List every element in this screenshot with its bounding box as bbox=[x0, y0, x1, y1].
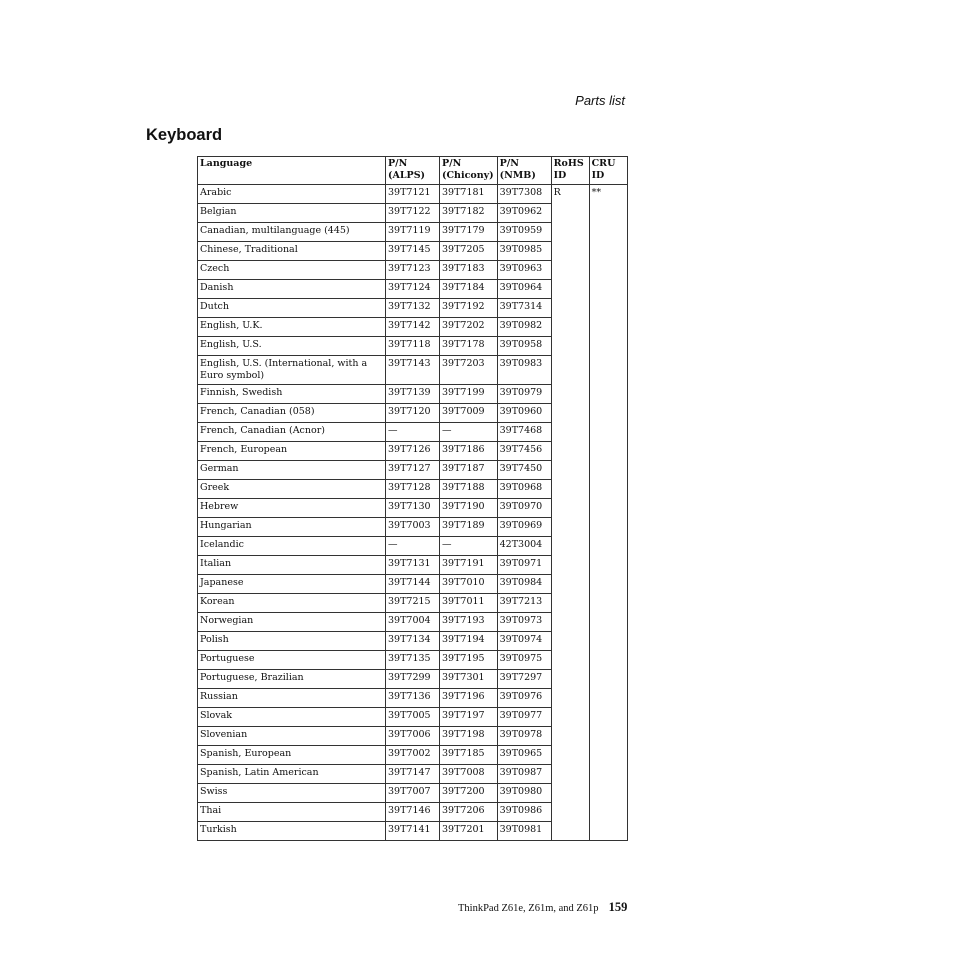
cell-alps: 39T7136 bbox=[386, 689, 440, 708]
cell-nmb: 39T0963 bbox=[497, 261, 551, 280]
cell-language: Belgian bbox=[198, 204, 386, 223]
table-body bbox=[198, 185, 628, 841]
table-header-row bbox=[198, 157, 628, 185]
cell-language: French, Canadian (Acnor) bbox=[198, 423, 386, 442]
cell-language: Korean bbox=[198, 594, 386, 613]
cell-language: Hungarian bbox=[198, 518, 386, 537]
cell-nmb: 39T7213 bbox=[497, 594, 551, 613]
cell-language: Icelandic bbox=[198, 537, 386, 556]
cell-alps: 39T7007 bbox=[386, 784, 440, 803]
header-rohs-id: RoHS ID bbox=[551, 157, 589, 185]
cell-chicony: 39T7193 bbox=[440, 613, 498, 632]
cell-alps: 39T7004 bbox=[386, 613, 440, 632]
cell-chicony: 39T7199 bbox=[440, 385, 498, 404]
cell-alps: 39T7126 bbox=[386, 442, 440, 461]
cell-language: Russian bbox=[198, 689, 386, 708]
cell-nmb: 39T0968 bbox=[497, 480, 551, 499]
cell-language: Polish bbox=[198, 632, 386, 651]
cell-alps: 39T7146 bbox=[386, 803, 440, 822]
cell-nmb: 39T0975 bbox=[497, 651, 551, 670]
cell-nmb: 39T0983 bbox=[497, 356, 551, 385]
cell-alps: 39T7124 bbox=[386, 280, 440, 299]
cell-language: French, Canadian (058) bbox=[198, 404, 386, 423]
cell-chicony: 39T7182 bbox=[440, 204, 498, 223]
cell-chicony: 39T7205 bbox=[440, 242, 498, 261]
cell-nmb: 39T0958 bbox=[497, 337, 551, 356]
cell-chicony: 39T7181 bbox=[440, 185, 498, 204]
cell-nmb: 39T0981 bbox=[497, 822, 551, 841]
cell-alps: — bbox=[386, 423, 440, 442]
table-row bbox=[198, 185, 628, 204]
cell-nmb: 39T7450 bbox=[497, 461, 551, 480]
cell-language: English, U.K. bbox=[198, 318, 386, 337]
running-header: Parts list bbox=[575, 93, 625, 108]
cell-chicony: 39T7011 bbox=[440, 594, 498, 613]
cell-language: Spanish, European bbox=[198, 746, 386, 765]
cell-nmb: 39T0973 bbox=[497, 613, 551, 632]
cell-nmb: 39T0985 bbox=[497, 242, 551, 261]
cell-chicony: 39T7301 bbox=[440, 670, 498, 689]
cell-alps: 39T7123 bbox=[386, 261, 440, 280]
cell-chicony: 39T7198 bbox=[440, 727, 498, 746]
cell-language: Japanese bbox=[198, 575, 386, 594]
cell-nmb: 39T0987 bbox=[497, 765, 551, 784]
cell-nmb: 39T0984 bbox=[497, 575, 551, 594]
cell-alps: 39T7143 bbox=[386, 356, 440, 385]
cell-alps: 39T7121 bbox=[386, 185, 440, 204]
cell-language: Greek bbox=[198, 480, 386, 499]
cell-alps: 39T7127 bbox=[386, 461, 440, 480]
cell-alps: 39T7142 bbox=[386, 318, 440, 337]
cell-alps: 39T7139 bbox=[386, 385, 440, 404]
cell-chicony: 39T7185 bbox=[440, 746, 498, 765]
cell-alps: 39T7006 bbox=[386, 727, 440, 746]
footer-book-title: ThinkPad Z61e, Z61m, and Z61p bbox=[458, 903, 599, 914]
cell-nmb: 39T0960 bbox=[497, 404, 551, 423]
page-footer bbox=[458, 900, 627, 915]
cell-alps: 39T7119 bbox=[386, 223, 440, 242]
cell-alps: 39T7120 bbox=[386, 404, 440, 423]
cell-nmb: 39T0982 bbox=[497, 318, 551, 337]
cell-nmb: 39T0974 bbox=[497, 632, 551, 651]
cell-nmb: 39T0979 bbox=[497, 385, 551, 404]
cell-alps: 39T7299 bbox=[386, 670, 440, 689]
cell-chicony: — bbox=[440, 537, 498, 556]
cell-alps: 39T7132 bbox=[386, 299, 440, 318]
cell-language: Slovenian bbox=[198, 727, 386, 746]
header-language: Language bbox=[198, 157, 386, 185]
cell-alps: 39T7118 bbox=[386, 337, 440, 356]
cell-language: Swiss bbox=[198, 784, 386, 803]
cell-nmb: 39T0986 bbox=[497, 803, 551, 822]
cell-chicony: 39T7197 bbox=[440, 708, 498, 727]
header-pn-chicony: P/N (Chicony) bbox=[440, 157, 498, 185]
cell-chicony: 39T7191 bbox=[440, 556, 498, 575]
cell-nmb: 39T0962 bbox=[497, 204, 551, 223]
cell-chicony: 39T7194 bbox=[440, 632, 498, 651]
cell-language: Portuguese, Brazilian bbox=[198, 670, 386, 689]
cell-language: Danish bbox=[198, 280, 386, 299]
cell-chicony: 39T7195 bbox=[440, 651, 498, 670]
cell-chicony: 39T7190 bbox=[440, 499, 498, 518]
cell-rohs-id: R bbox=[551, 185, 589, 841]
header-pn-alps: P/N (ALPS) bbox=[386, 157, 440, 185]
cell-language: Spanish, Latin American bbox=[198, 765, 386, 784]
cell-language: German bbox=[198, 461, 386, 480]
cell-alps: 39T7131 bbox=[386, 556, 440, 575]
cell-alps: 39T7144 bbox=[386, 575, 440, 594]
cell-nmb: 39T0964 bbox=[497, 280, 551, 299]
cell-language: Norwegian bbox=[198, 613, 386, 632]
cell-nmb: 39T0977 bbox=[497, 708, 551, 727]
cell-language: English, U.S. (International, with a Euro symbol) bbox=[198, 356, 386, 385]
cell-cru-id: ** bbox=[589, 185, 627, 841]
cell-language: Arabic bbox=[198, 185, 386, 204]
cell-chicony: 39T7178 bbox=[440, 337, 498, 356]
header-pn-nmb: P/N (NMB) bbox=[497, 157, 551, 185]
cell-chicony: 39T7200 bbox=[440, 784, 498, 803]
cell-alps: 39T7147 bbox=[386, 765, 440, 784]
cell-chicony: 39T7203 bbox=[440, 356, 498, 385]
cell-language: Italian bbox=[198, 556, 386, 575]
cell-language: Finnish, Swedish bbox=[198, 385, 386, 404]
cell-alps: 39T7003 bbox=[386, 518, 440, 537]
cell-nmb: 39T0971 bbox=[497, 556, 551, 575]
cell-nmb: 39T0959 bbox=[497, 223, 551, 242]
cell-chicony: 39T7196 bbox=[440, 689, 498, 708]
cell-chicony: 39T7184 bbox=[440, 280, 498, 299]
cell-language: Portuguese bbox=[198, 651, 386, 670]
cell-nmb: 39T0969 bbox=[497, 518, 551, 537]
cell-chicony: 39T7186 bbox=[440, 442, 498, 461]
cell-language: English, U.S. bbox=[198, 337, 386, 356]
cell-language: French, European bbox=[198, 442, 386, 461]
cell-chicony: 39T7187 bbox=[440, 461, 498, 480]
cell-language: Hebrew bbox=[198, 499, 386, 518]
cell-chicony: 39T7010 bbox=[440, 575, 498, 594]
cell-nmb: 39T7456 bbox=[497, 442, 551, 461]
page-number: 159 bbox=[608, 900, 628, 914]
cell-alps: 39T7005 bbox=[386, 708, 440, 727]
cell-nmb: 39T0965 bbox=[497, 746, 551, 765]
cell-alps: 39T7122 bbox=[386, 204, 440, 223]
section-title: Keyboard bbox=[146, 126, 223, 144]
cell-nmb: 39T7314 bbox=[497, 299, 551, 318]
cell-chicony: 39T7188 bbox=[440, 480, 498, 499]
cell-language: Turkish bbox=[198, 822, 386, 841]
cell-alps: 39T7134 bbox=[386, 632, 440, 651]
cell-chicony: 39T7189 bbox=[440, 518, 498, 537]
cell-nmb: 39T0980 bbox=[497, 784, 551, 803]
cell-nmb: 39T0978 bbox=[497, 727, 551, 746]
cell-language: Slovak bbox=[198, 708, 386, 727]
cell-nmb: 39T7297 bbox=[497, 670, 551, 689]
cell-chicony: 39T7008 bbox=[440, 765, 498, 784]
cell-chicony: 39T7183 bbox=[440, 261, 498, 280]
header-cru-id: CRU ID bbox=[589, 157, 627, 185]
cell-chicony: 39T7009 bbox=[440, 404, 498, 423]
cell-alps: 39T7128 bbox=[386, 480, 440, 499]
cell-chicony: 39T7202 bbox=[440, 318, 498, 337]
cell-alps: — bbox=[386, 537, 440, 556]
cell-chicony: 39T7201 bbox=[440, 822, 498, 841]
cell-alps: 39T7215 bbox=[386, 594, 440, 613]
keyboard-parts-table bbox=[197, 156, 628, 841]
cell-chicony: 39T7192 bbox=[440, 299, 498, 318]
cell-language: Thai bbox=[198, 803, 386, 822]
cell-nmb: 39T0970 bbox=[497, 499, 551, 518]
cell-alps: 39T7130 bbox=[386, 499, 440, 518]
cell-language: Chinese, Traditional bbox=[198, 242, 386, 261]
cell-nmb: 39T7308 bbox=[497, 185, 551, 204]
cell-nmb: 39T0976 bbox=[497, 689, 551, 708]
cell-language: Czech bbox=[198, 261, 386, 280]
cell-language: Dutch bbox=[198, 299, 386, 318]
cell-chicony: — bbox=[440, 423, 498, 442]
cell-language: Canadian, multilanguage (445) bbox=[198, 223, 386, 242]
cell-nmb: 42T3004 bbox=[497, 537, 551, 556]
cell-chicony: 39T7206 bbox=[440, 803, 498, 822]
cell-chicony: 39T7179 bbox=[440, 223, 498, 242]
cell-nmb: 39T7468 bbox=[497, 423, 551, 442]
cell-alps: 39T7135 bbox=[386, 651, 440, 670]
cell-alps: 39T7141 bbox=[386, 822, 440, 841]
cell-alps: 39T7002 bbox=[386, 746, 440, 765]
cell-alps: 39T7145 bbox=[386, 242, 440, 261]
